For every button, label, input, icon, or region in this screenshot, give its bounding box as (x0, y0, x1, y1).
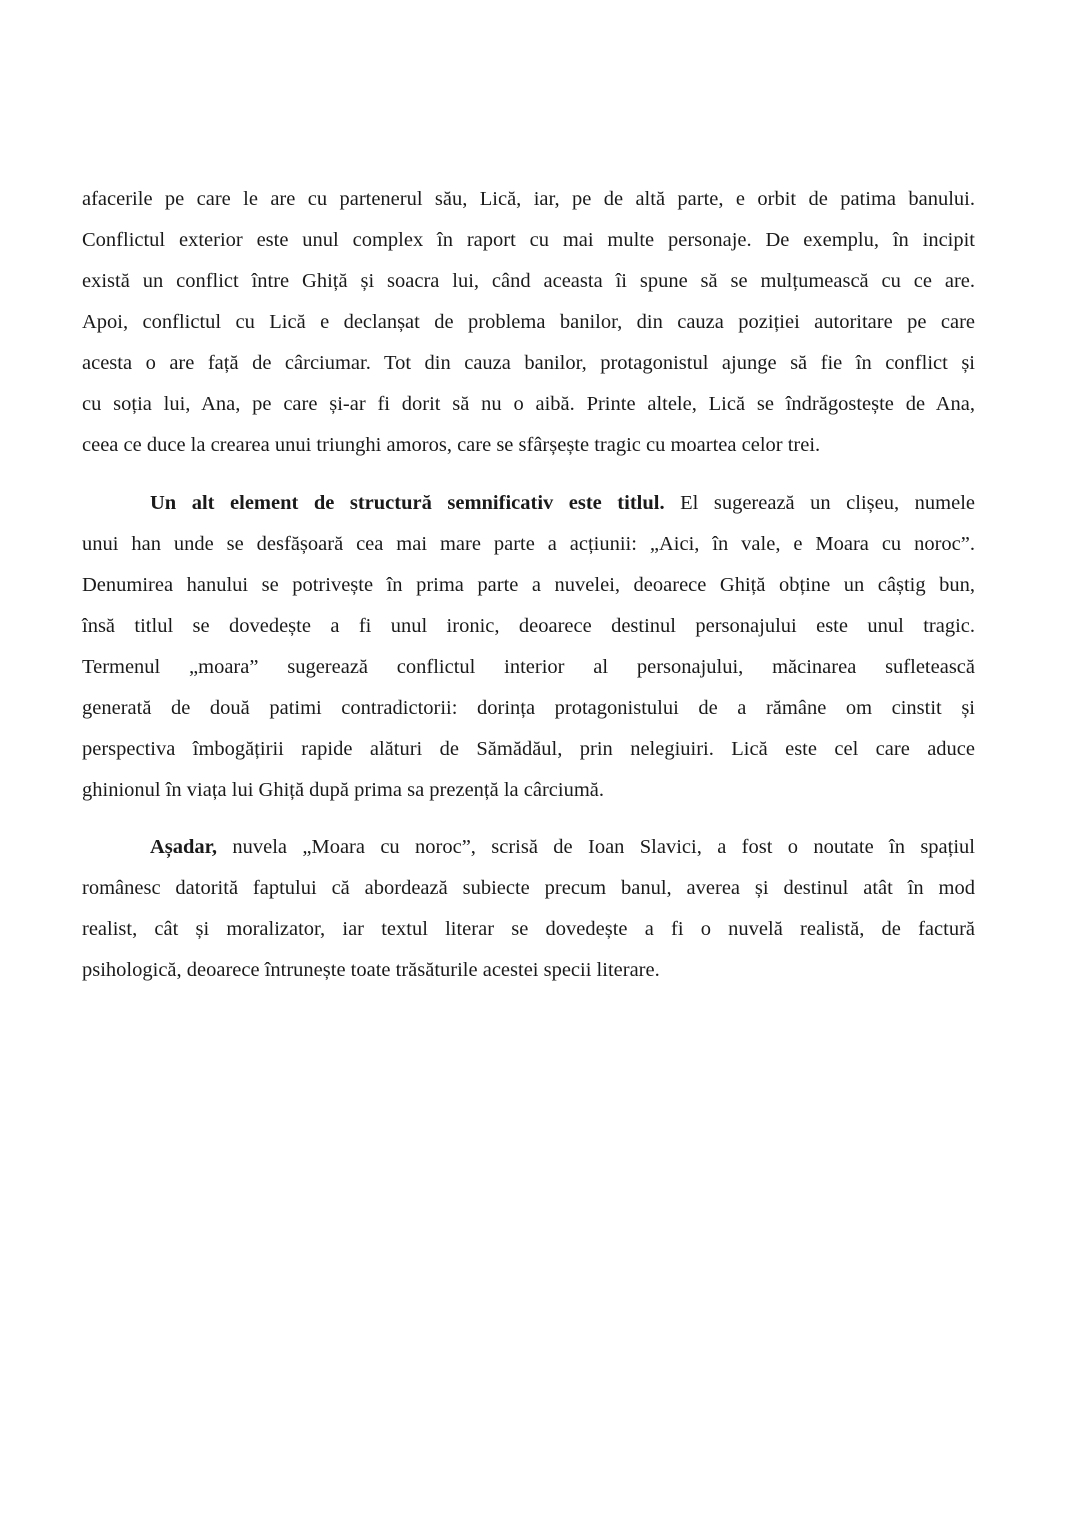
text-line: însă titlul se dovedește a fi unul ironic, deoarece destinul personajului este unul tragic. (82, 615, 975, 637)
text-line: generată de două patimi contradictorii: dorința protagonistului de a rămâne om cinstit și (82, 697, 975, 719)
text-line: românesc datorită faptului că abordează subiecte precum banul, averea și destinul atât în mod (82, 877, 975, 899)
bold-heading-phrase: Așadar, (150, 836, 218, 858)
bold-heading-phrase: Un alt element de structură semnificativ este titlul. (150, 492, 665, 514)
text-line: afacerile pe care le are cu partenerul său, Lică, iar, pe de altă parte, e orbit de patima banului. (82, 188, 975, 210)
text-line-lead (150, 490, 975, 516)
text-line: psihologică, deoarece întrunește toate trăsăturile acestei specii literare. (82, 959, 660, 981)
lead-text: nuvela „Moara cu noroc”, scrisă de Ioan Slavici, a fost o noutate în spațiul (217, 836, 975, 858)
text-line: Termenul „moara” sugerează conflictul interior al personajului, măcinarea sufletească (82, 656, 975, 678)
text-line: există un conflict între Ghiță și soacra lui, când aceasta îi spune să se mulțumească cu ce are. (82, 270, 975, 292)
text-line: acesta o are față de cârciumar. Tot din cauza banilor, protagonistul ajunge să fie în conflict și (82, 352, 975, 374)
lead-text: El sugerează un clișeu, numele (664, 492, 975, 514)
text-line: ceea ce duce la crearea unui triunghi amoros, care se sfârșește tragic cu moartea celor trei. (82, 434, 821, 456)
text-line: Conflictul exterior este unul complex în raport cu mai multe personaje. De exemplu, în incipit (82, 229, 975, 251)
text-line: Denumirea hanului se potrivește în prima parte a nuvelei, deoarece Ghiță obține un câștig bun, (82, 574, 975, 596)
text-line: unui han unde se desfășoară cea mai mare parte a acțiunii: „Aici, în vale, e Moara cu noroc”. (82, 533, 975, 555)
text-line: realist, cât și moralizator, iar textul literar se dovedește a fi o nuvelă realistă, de factură (82, 918, 975, 940)
text-line-lead (150, 834, 975, 860)
text-line: cu soția lui, Ana, pe care și-ar fi dorit să nu o aibă. Printe altele, Lică se îndrăgostește de Ana, (82, 393, 975, 415)
text-line: Apoi, conflictul cu Lică e declanșat de problema banilor, din cauza poziției autoritare pe care (82, 311, 975, 333)
text-line: perspectiva îmbogățirii rapide alături de Sămădăul, prin nelegiuiri. Lică este cel care aduce (82, 738, 975, 760)
text-line: ghinionul în viața lui Ghiță după prima sa prezență la cârciumă. (82, 779, 604, 801)
